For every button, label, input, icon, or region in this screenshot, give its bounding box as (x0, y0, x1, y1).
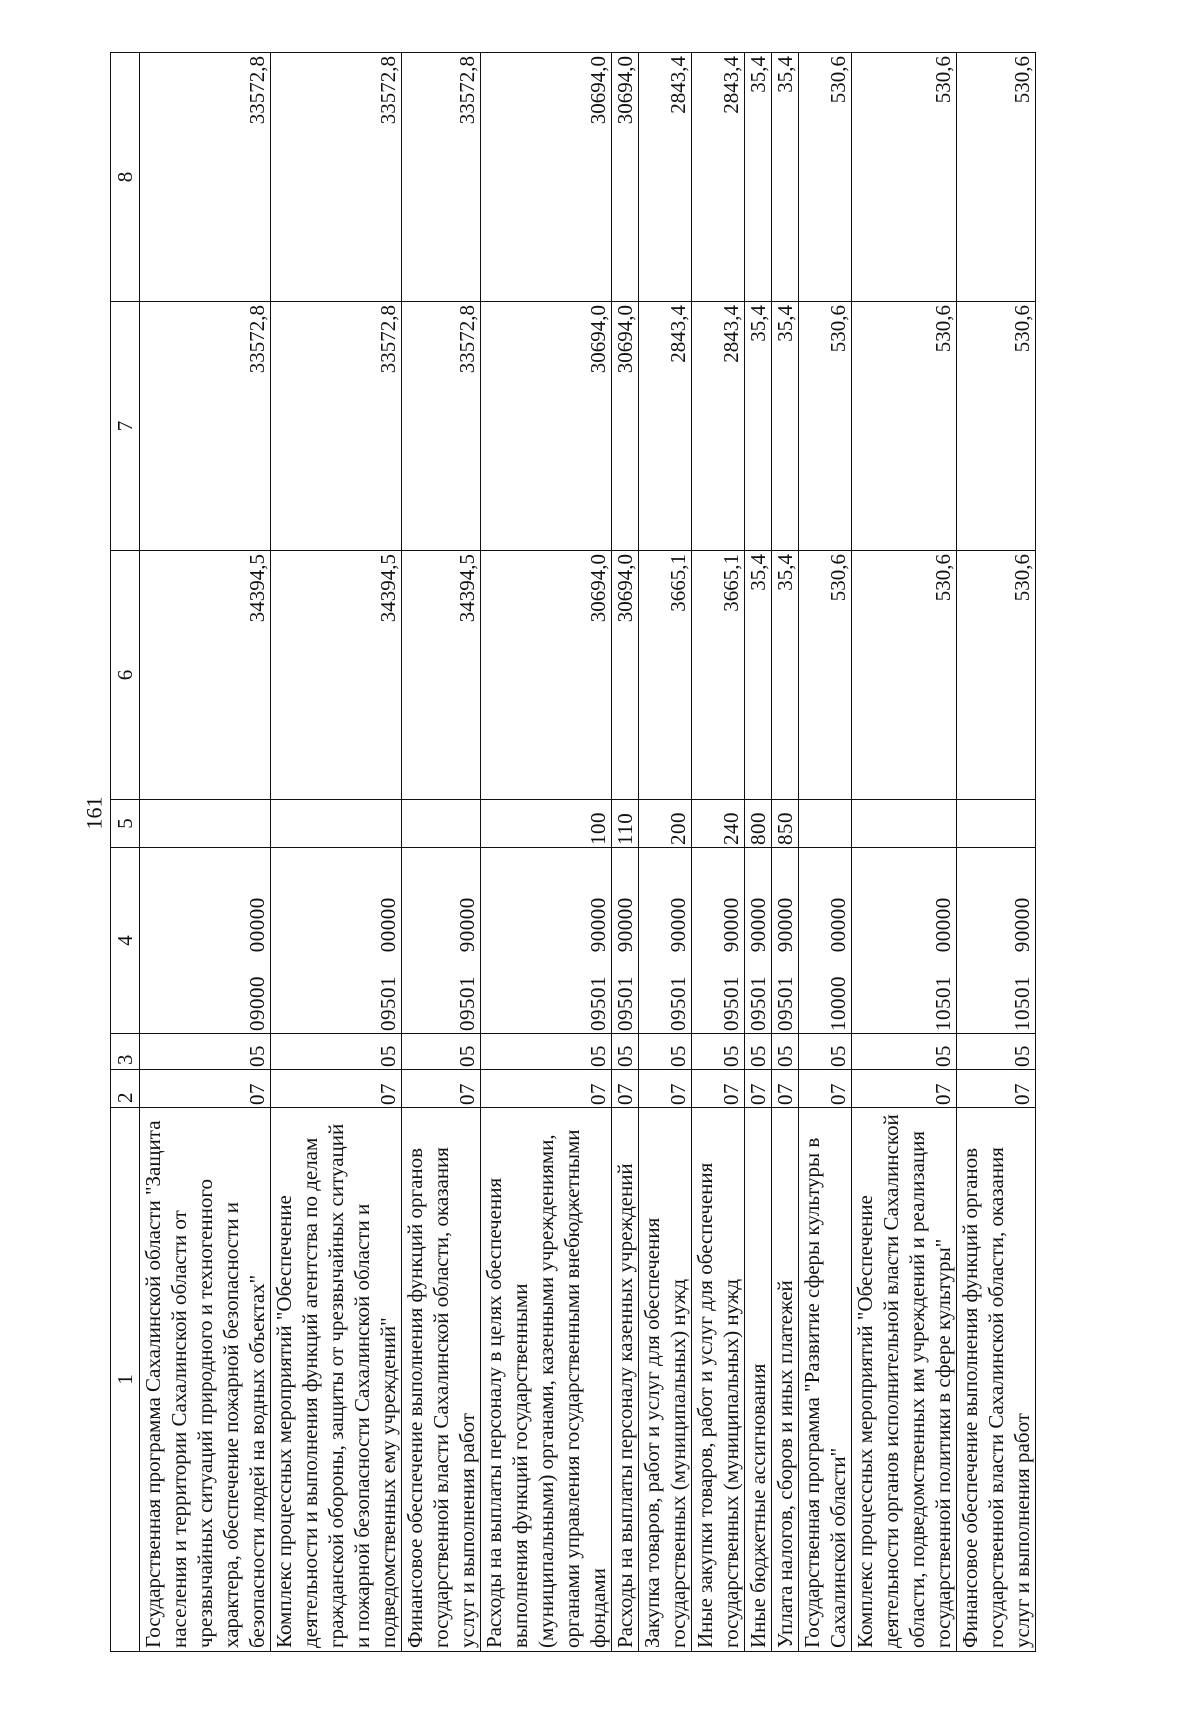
amount-col7-cell: 2843,4 (639, 302, 692, 551)
expense-type-cell: 850 (772, 800, 799, 848)
subsection-code-cell: 05 (481, 1034, 612, 1070)
amount-col7-cell: 33572,8 (402, 302, 481, 551)
section-code-cell: 07 (772, 1070, 799, 1108)
column-header: 8 (111, 53, 140, 302)
target-article-cell: 09501 00000 (271, 848, 402, 1034)
expense-type-cell: 200 (639, 800, 692, 848)
target-article-cell: 09501 90000 (481, 848, 612, 1034)
row-name-cell: Финансовое обеспечение выполнения функций органов государственной власти Сахалинской области, оказания услуг и выполнения работ (957, 1108, 1036, 1652)
amount-col7-cell: 35,4 (745, 302, 772, 551)
target-article-cell: 10501 00000 (852, 848, 957, 1034)
amount-col6-cell: 530,6 (799, 551, 852, 800)
table-row (612, 53, 639, 1652)
column-header: 2 (111, 1070, 140, 1108)
target-article-cell: 09501 90000 (772, 848, 799, 1034)
subsection-code-cell: 05 (271, 1034, 402, 1070)
expense-type-cell: 110 (612, 800, 639, 848)
row-name-cell: Финансовое обеспечение выполнения функций органов государственной власти Сахалинской области, оказания услуг и выполнения работ (402, 1108, 481, 1652)
section-code-cell: 07 (852, 1070, 957, 1108)
section-code-cell: 07 (271, 1070, 402, 1108)
section-code-cell: 07 (481, 1070, 612, 1108)
amount-col6-cell: 34394,5 (140, 551, 271, 800)
target-article-cell: 09000 00000 (140, 848, 271, 1034)
row-name-cell: Иные закупки товаров, работ и услуг для обеспечения государственных (муниципальных) нужд (692, 1108, 745, 1652)
section-code-cell: 07 (639, 1070, 692, 1108)
amount-col8-cell: 530,6 (799, 53, 852, 302)
section-code-cell: 07 (745, 1070, 772, 1108)
section-code-cell: 07 (612, 1070, 639, 1108)
subsection-code-cell: 05 (140, 1034, 271, 1070)
table-row (852, 53, 957, 1652)
row-name-cell: Закупка товаров, работ и услуг для обеспечения государственных (муниципальных) нужд (639, 1108, 692, 1652)
section-code-cell: 07 (402, 1070, 481, 1108)
row-name-cell: Комплекс процессных мероприятий "Обеспечение деятельности органов исполнительной власти Сахалинской области, подведомственных им учреждений и реализация государственной политики в сфере культуры" (852, 1108, 957, 1652)
table-row (140, 53, 271, 1652)
target-article-cell: 10000 00000 (799, 848, 852, 1034)
target-article-cell: 09501 90000 (402, 848, 481, 1034)
expense-type-cell (957, 800, 1036, 848)
section-code-cell: 07 (957, 1070, 1036, 1108)
amount-col8-cell: 2843,4 (692, 53, 745, 302)
table-row (402, 53, 481, 1652)
amount-col6-cell: 530,6 (957, 551, 1036, 800)
rotated-table-sheet (110, 53, 1050, 1652)
amount-col6-cell: 30694,0 (481, 551, 612, 800)
subsection-code-cell: 05 (612, 1034, 639, 1070)
expense-type-cell (140, 800, 271, 848)
amount-col7-cell: 530,6 (957, 302, 1036, 551)
page-number: 161 (81, 796, 107, 830)
column-header: 6 (111, 551, 140, 800)
amount-col6-cell: 35,4 (772, 551, 799, 800)
amount-col8-cell: 35,4 (772, 53, 799, 302)
expense-type-cell: 800 (745, 800, 772, 848)
amount-col6-cell: 34394,5 (271, 551, 402, 800)
row-name-cell: Уплата налогов, сборов и иных платежей (772, 1108, 799, 1652)
amount-col8-cell: 530,6 (852, 53, 957, 302)
amount-col8-cell: 33572,8 (140, 53, 271, 302)
amount-col8-cell: 2843,4 (639, 53, 692, 302)
target-article-cell: 10501 90000 (957, 848, 1036, 1034)
subsection-code-cell: 05 (957, 1034, 1036, 1070)
expense-type-cell (799, 800, 852, 848)
subsection-code-cell: 05 (402, 1034, 481, 1070)
expense-type-cell: 240 (692, 800, 745, 848)
amount-col6-cell: 3665,1 (639, 551, 692, 800)
table-row (772, 53, 799, 1652)
amount-col7-cell: 33572,8 (271, 302, 402, 551)
amount-col8-cell: 30694,0 (612, 53, 639, 302)
amount-col6-cell: 3665,1 (692, 551, 745, 800)
amount-col6-cell: 34394,5 (402, 551, 481, 800)
table-row (799, 53, 852, 1652)
section-code-cell: 07 (140, 1070, 271, 1108)
amount-col7-cell: 530,6 (799, 302, 852, 551)
amount-col6-cell: 35,4 (745, 551, 772, 800)
amount-col7-cell: 33572,8 (140, 302, 271, 551)
column-header: 3 (111, 1034, 140, 1070)
column-header: 4 (111, 848, 140, 1034)
target-article-cell: 09501 90000 (639, 848, 692, 1034)
target-article-cell: 09501 90000 (612, 848, 639, 1034)
amount-col7-cell: 35,4 (772, 302, 799, 551)
column-header: 5 (111, 800, 140, 848)
amount-col8-cell: 33572,8 (402, 53, 481, 302)
subsection-code-cell: 05 (799, 1034, 852, 1070)
target-article-cell: 09501 90000 (745, 848, 772, 1034)
section-code-cell: 07 (692, 1070, 745, 1108)
amount-col7-cell: 30694,0 (481, 302, 612, 551)
amount-col6-cell: 30694,0 (612, 551, 639, 800)
amount-col8-cell: 530,6 (957, 53, 1036, 302)
subsection-code-cell: 05 (852, 1034, 957, 1070)
table-row (692, 53, 745, 1652)
subsection-code-cell: 05 (692, 1034, 745, 1070)
table-row (639, 53, 692, 1652)
row-name-cell: Государственная программа "Развитие сферы культуры в Сахалинской области" (799, 1108, 852, 1652)
expense-type-cell (271, 800, 402, 848)
section-code-cell: 07 (799, 1070, 852, 1108)
target-article-cell: 09501 90000 (692, 848, 745, 1034)
expense-type-cell (852, 800, 957, 848)
amount-col7-cell: 530,6 (852, 302, 957, 551)
expense-type-cell (402, 800, 481, 848)
table-row (481, 53, 612, 1652)
table-row (957, 53, 1036, 1652)
row-name-cell: Комплекс процессных мероприятий "Обеспечение деятельности и выполнения функций агентства по делам гражданской обороны, защиты от чрезвычайных ситуаций и пожарной безопасности Сахалинской области и подведомственных ему учреждений" (271, 1108, 402, 1652)
subsection-code-cell: 05 (772, 1034, 799, 1070)
budget-table (110, 52, 1036, 1652)
expense-type-cell: 100 (481, 800, 612, 848)
subsection-code-cell: 05 (639, 1034, 692, 1070)
column-header: 1 (111, 1108, 140, 1652)
amount-col8-cell: 35,4 (745, 53, 772, 302)
amount-col6-cell: 530,6 (852, 551, 957, 800)
amount-col8-cell: 33572,8 (271, 53, 402, 302)
table-row (745, 53, 772, 1652)
amount-col7-cell: 30694,0 (612, 302, 639, 551)
row-name-cell: Расходы на выплаты персоналу в целях обеспечения выполнения функций государственными (муниципальными) органами, казенными учреждениями, органами управления государственными внебюджетными фондами (481, 1108, 612, 1652)
column-header: 7 (111, 302, 140, 551)
subsection-code-cell: 05 (745, 1034, 772, 1070)
row-name-cell: Государственная программа Сахалинской области "Защита населения и территории Сахалинской области от чрезвычайных ситуаций природного и техногенного характера, обеспечение пожарной безопасности и безопасности людей на водных объектах" (140, 1108, 271, 1652)
amount-col7-cell: 2843,4 (692, 302, 745, 551)
header-row (111, 53, 140, 1652)
table-row (271, 53, 402, 1652)
amount-col8-cell: 30694,0 (481, 53, 612, 302)
row-name-cell: Расходы на выплаты персоналу казенных учреждений (612, 1108, 639, 1652)
row-name-cell: Иные бюджетные ассигнования (745, 1108, 772, 1652)
